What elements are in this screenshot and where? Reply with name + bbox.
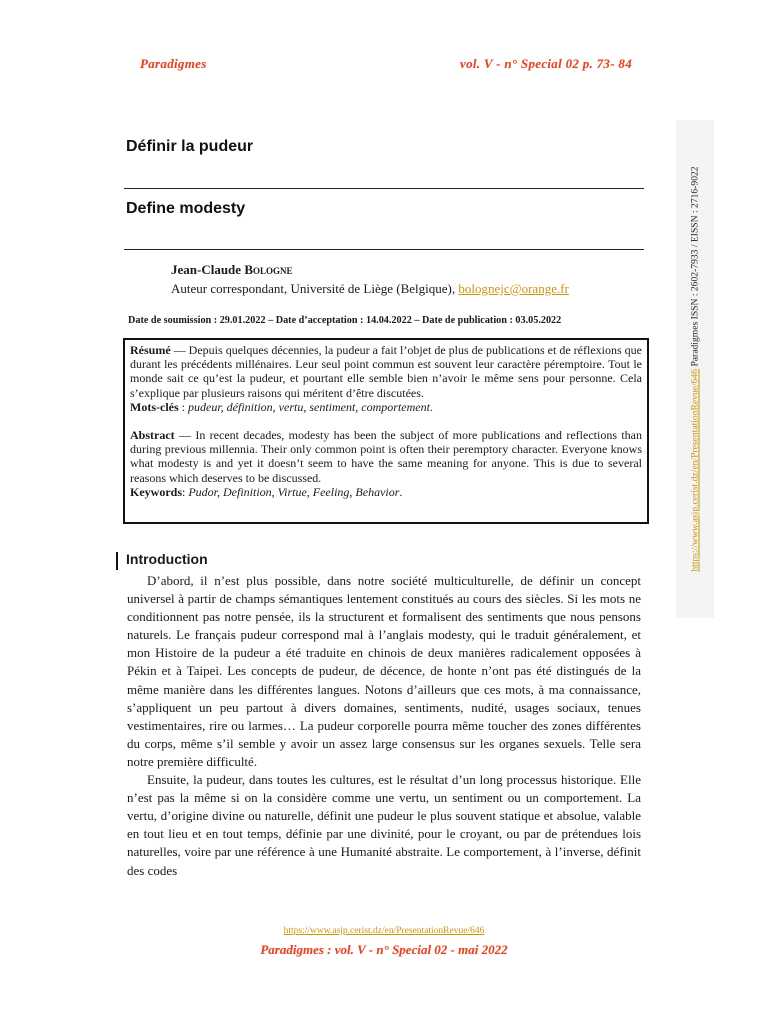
author-last-name: Bologne [244,262,293,277]
title-divider-1 [124,188,644,189]
abstract-box [123,338,649,524]
paragraph-2: Ensuite, la pudeur, dans toutes les cultures, est le résultat d’un long processus historique. Elle n’est pas la même si on la considère comme une vertu, un sentiment ou un comportement. La vertu, d’origine divine ou naturelle, définit une pudeur le plus souvent statique et absolue, valable en tout lieu et en tout temps, définie par une divinité, pour le croyant, ou par de prétendues lois naturelles, voire par une référence à une Humanité abstraite. Le comportement, à l’inverse, définit des codes [127,772,641,878]
keywords-label: Keywords [130,484,182,499]
title-english: Define modesty [126,200,246,217]
author-first-name: Jean-Claude [171,262,245,277]
motscles-text: pudeur, définition, vertu, sentiment, comportement [188,399,430,414]
motscles-label: Mots-clés [130,399,179,414]
author-email-link[interactable]: bolognejc@orange.fr [458,281,569,296]
motscles-paragraph: Mots-clés : pudeur, définition, vertu, sentiment, comportement. [130,399,433,414]
footer-url-link[interactable]: https://www.asjp.cerist.dz/en/PresentationRevue/646 [283,926,485,936]
keywords-paragraph: Keywords: Pudor, Definition, Virtue, Feeling, Behavior. [130,484,403,499]
body-text [127,572,641,880]
section-marker [116,552,118,570]
abstract-text: — In recent decades, modesty has been the subject of more publications and reflections than during previous millennia. Their only common point is often their peremptory character. Everyone knows what modesty is and yet it doesn’t seem to have the same meaning for anyone. This is due to several reasons which deserves to be discussed. [130,428,642,485]
abstract-paragraph [130,428,642,485]
section-heading-introduction: Introduction [126,551,208,567]
footer-citation: Paradigmes : vol. V - n° Special 02 - mai 2022 [260,942,508,957]
title-french: Définir la pudeur [126,138,254,155]
title-divider-2 [124,249,644,250]
side-issn: Paradigmes ISSN : 2602-7933 / EISSN : 2716-9022 [689,166,701,369]
abstract-label: Abstract [130,428,175,443]
journal-logo: Paradigmes [140,56,207,71]
resume-text: — Depuis quelques décennies, la pudeur a fait l’objet de plus de publications et de réflexions que durant les précédents millénaires. Leur seul point commun est souvent leur caractère péremptoire. Tout le monde sait ce qu’est la pudeur, et pourtant elle semble bien n’avoir le même sens pour personne. Cela s’explique par plusieurs raisons qui méritent d’être discutées. [130,343,642,400]
author-name [171,262,293,278]
footer-url [0,926,768,936]
affiliation-text: Auteur correspondant, Université de Liège (Belgique), [171,281,459,296]
paragraph-1: D’abord, il n’est plus possible, dans notre société multiculturelle, de définir un concept universel à partir de champs sémantiques lentement constitués au cours des siècles. Si les mots ne conditionnent pas notre pensée, ils la structurent et formalisent des sentiments que nous pensons naturels. Le français pudeur correspond mal à l’anglais modesty, qui le traduit généralement, et mon Histoire de la pudeur a été traduite en chinois de deux manières radicalement opposées à Pékin et à Taipei. Les concepts de pudeur, de décence, de honte n’ont pas été distingués de la même manière dans les différentes langues. Notons d’ailleurs que ces mots, à ma connaissance, s’appliquent un peu partout à divers domaines, sentiments, nudité, usages sociaux, tenues vestimentaires, rire ou larmes… La pudeur corporelle pourra même toucher des zones différentes du corps, même s’il semble y avoir un assez large consensus sur les organes sexuels. Telle sera notre première difficulté. [127,573,641,769]
resume-label: Résumé [130,343,171,357]
side-url-link[interactable]: https://www.asjp.cerist.dz/en/PresentationRevue/646 [689,368,701,572]
publication-dates: Date de soumission : 29.01.2022 – Date d’acceptation : 14.04.2022 – Date de publication : 03.05.2022 [128,315,562,326]
author-affiliation [171,281,569,297]
keywords-text: Pudor, Definition, Virtue, Feeling, Behavior [188,484,400,499]
abstract-gap [130,414,642,428]
resume-paragraph [130,343,642,400]
volume-info: vol. V - n° Special 02 p. 73- 84 [460,56,632,71]
